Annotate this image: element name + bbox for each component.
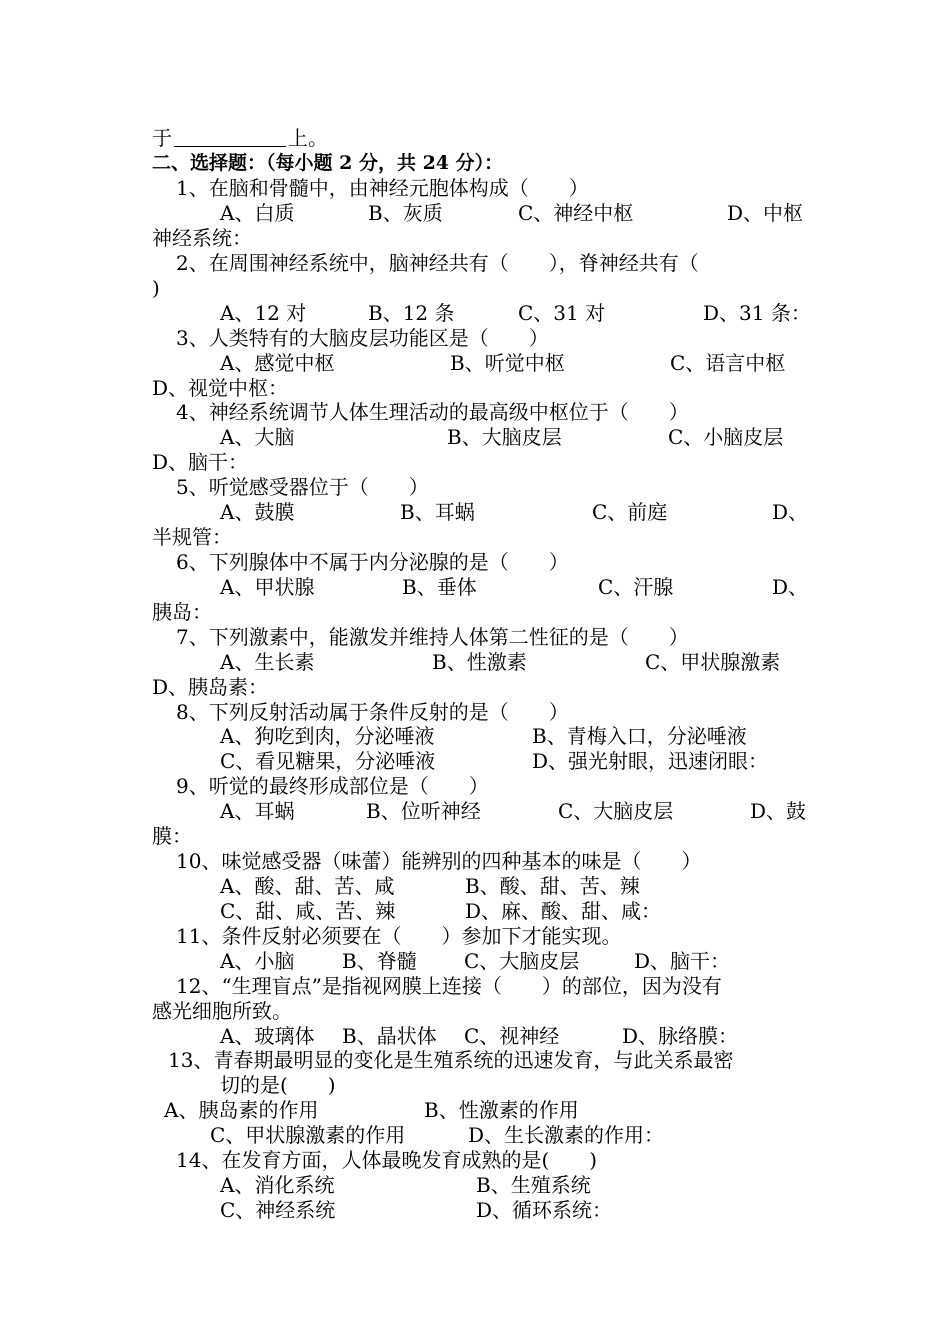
option-b[interactable]: B、脊髓	[342, 949, 417, 973]
option-c[interactable]: C、大脑皮层	[464, 949, 580, 973]
options-2	[0, 301, 950, 325]
section-title: 二、选择题：（每小题 2 分，共 24 分）：	[152, 152, 504, 174]
option-a[interactable]: A、大脑	[220, 425, 295, 449]
option-b[interactable]: B、听觉中枢	[450, 351, 565, 375]
option-b[interactable]: B、青梅入口，分泌唾液	[532, 724, 747, 748]
option-b[interactable]: B、晶状体	[342, 1024, 437, 1048]
options-10-row2	[0, 899, 950, 923]
question-9: 9、听觉的最终形成部位是（ ）	[176, 774, 489, 798]
option-d[interactable]: D、麻、酸、甜、咸：	[465, 899, 662, 923]
option-continuation: 膜：	[152, 824, 192, 848]
option-a[interactable]: A、生长素	[220, 650, 315, 674]
question-14: 14、在发育方面，人体最晚发育成熟的是( )	[176, 1148, 598, 1172]
question-12-continuation: 感光细胞所致。	[152, 999, 292, 1023]
options-13-row2	[0, 1123, 950, 1147]
option-continuation: D、视觉中枢：	[152, 376, 289, 400]
fill-in-suffix: 上。	[288, 126, 328, 150]
options-3	[0, 351, 950, 375]
option-a[interactable]: A、小脑	[220, 949, 295, 973]
option-c[interactable]: C、视神经	[464, 1024, 560, 1048]
question-7: 7、下列激素中，能激发并维持人体第二性征的是（ ）	[176, 625, 689, 649]
option-continuation: D、胰岛素：	[152, 675, 269, 699]
options-14	[0, 1173, 950, 1197]
option-a[interactable]: A、玻璃体	[220, 1024, 315, 1048]
options-13	[0, 1098, 950, 1122]
option-a[interactable]: A、狗吃到肉，分泌唾液	[220, 724, 435, 748]
option-d[interactable]: D、中枢	[727, 201, 804, 225]
option-a[interactable]: A、12 对	[220, 301, 307, 325]
option-continuation: D、脑干：	[152, 450, 249, 474]
options-11	[0, 949, 950, 973]
option-d[interactable]: D、	[772, 575, 809, 599]
option-continuation: 胰岛：	[152, 600, 212, 624]
option-d[interactable]: D、脑干：	[634, 949, 731, 973]
question-5: 5、听觉感受器位于（ ）	[176, 475, 429, 499]
option-c[interactable]: C、神经中枢	[518, 201, 634, 225]
question-10: 10、味觉感受器（味蕾）能辨别的四种基本的味是（ ）	[176, 849, 702, 873]
option-continuation: 半规管：	[152, 525, 232, 549]
option-c[interactable]: C、甜、咸、苦、辣	[220, 899, 396, 923]
option-c[interactable]: C、看见糖果，分泌唾液	[220, 749, 436, 773]
question-4: 4、神经系统调节人体生理活动的最高级中枢位于（ ）	[176, 400, 689, 424]
question-6: 6、下列腺体中不属于内分泌腺的是（ ）	[176, 550, 569, 574]
option-c[interactable]: C、前庭	[592, 500, 668, 524]
option-b[interactable]: B、位听神经	[366, 799, 481, 823]
options-8-row2	[0, 749, 950, 773]
options-10	[0, 874, 950, 898]
option-b[interactable]: B、大脑皮层	[447, 425, 562, 449]
question-11: 11、条件反射必须要在（ ）参加下才能实现。	[176, 924, 622, 948]
option-c[interactable]: C、神经系统	[220, 1198, 336, 1222]
options-6	[0, 575, 950, 599]
option-b[interactable]: B、生殖系统	[476, 1173, 591, 1197]
option-c[interactable]: C、31 对	[518, 301, 606, 325]
options-4	[0, 425, 950, 449]
option-a[interactable]: A、消化系统	[220, 1173, 335, 1197]
option-a[interactable]: A、酸、甜、苦、咸	[220, 874, 395, 898]
option-d[interactable]: D、强光射眼，迅速闭眼：	[532, 749, 769, 773]
option-c[interactable]: C、语言中枢	[670, 351, 786, 375]
option-d[interactable]: D、脉络膜：	[622, 1024, 739, 1048]
fill-in-prefix: 于	[152, 126, 172, 150]
option-a[interactable]: A、耳蜗	[220, 799, 295, 823]
question-13: 13、青春期最明显的变化是生殖系统的迅速发育，与此关系最密	[168, 1048, 734, 1072]
option-c[interactable]: C、甲状腺激素的作用	[210, 1123, 406, 1147]
option-c[interactable]: C、大脑皮层	[558, 799, 674, 823]
options-9	[0, 799, 950, 823]
option-d[interactable]: D、31 条：	[703, 301, 811, 325]
option-c[interactable]: C、甲状腺激素	[645, 650, 781, 674]
option-b[interactable]: B、灰质	[368, 201, 443, 225]
option-b[interactable]: B、垂体	[402, 575, 477, 599]
option-c[interactable]: C、小脑皮层	[668, 425, 784, 449]
question-2-continuation: )	[152, 276, 160, 300]
options-5	[0, 500, 950, 524]
option-b[interactable]: B、12 条	[368, 301, 455, 325]
options-14-row2	[0, 1198, 950, 1222]
options-1	[0, 201, 950, 225]
option-a[interactable]: A、甲状腺	[220, 575, 315, 599]
option-a[interactable]: A、感觉中枢	[220, 351, 335, 375]
question-3: 3、人类特有的大脑皮层功能区是（ ）	[176, 326, 549, 350]
question-12: 12、“生理盲点”是指视网膜上连接（ ）的部位，因为没有	[176, 974, 722, 998]
option-b[interactable]: B、性激素的作用	[424, 1098, 579, 1122]
answer-blank[interactable]	[174, 126, 286, 150]
question-8: 8、下列反射活动属于条件反射的是（ ）	[176, 700, 569, 724]
option-d[interactable]: D、循环系统：	[476, 1198, 613, 1222]
option-a[interactable]: A、鼓膜	[220, 500, 295, 524]
option-c[interactable]: C、汗腺	[598, 575, 674, 599]
question-1: 1、在脑和骨髓中，由神经元胞体构成（ ）	[176, 176, 589, 200]
option-d[interactable]: D、	[772, 500, 809, 524]
fill-in-line	[0, 126, 950, 150]
option-continuation: 神经系统：	[152, 226, 252, 250]
question-13-continuation: 切的是( )	[220, 1073, 336, 1097]
option-b[interactable]: B、性激素	[432, 650, 527, 674]
option-a[interactable]: A、胰岛素的作用	[164, 1098, 319, 1122]
options-12	[0, 1024, 950, 1048]
option-d[interactable]: D、鼓	[750, 799, 807, 823]
question-2: 2、在周围神经系统中，脑神经共有（ ），脊神经共有（	[176, 251, 699, 275]
option-a[interactable]: A、白质	[220, 201, 295, 225]
options-7	[0, 650, 950, 674]
option-b[interactable]: B、酸、甜、苦、辣	[465, 874, 640, 898]
option-d[interactable]: D、生长激素的作用：	[468, 1123, 665, 1147]
options-8	[0, 724, 950, 748]
option-b[interactable]: B、耳蜗	[400, 500, 475, 524]
